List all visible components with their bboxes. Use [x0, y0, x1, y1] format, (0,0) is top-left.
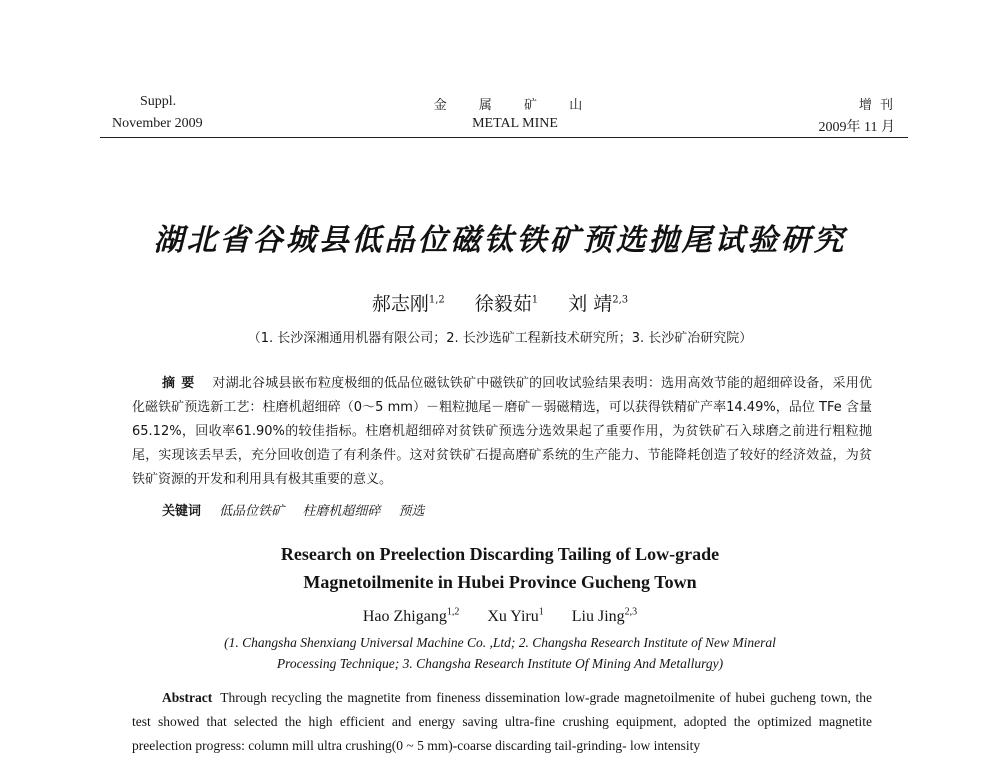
keyword-cn-3: 预选: [398, 504, 425, 519]
keyword-cn-2: 柱磨机超细碎: [302, 504, 381, 519]
header-journal-name-cn: 金 属 矿 山: [433, 98, 597, 113]
page-title-en: [0, 540, 1000, 596]
page-title-en-line2: Magnetoilmenite in Hubei Province Gucheng Town: [303, 572, 697, 592]
authors-en: [0, 608, 1000, 626]
keyword-cn-1: 低品位铁矿: [219, 504, 285, 519]
header-rule: [100, 137, 908, 138]
abstract-en: [132, 686, 872, 758]
author-cn-1: 郝志刚$^{1,2}$: [371, 293, 445, 315]
header-date-en: November 2009: [112, 116, 203, 131]
abstract-cn-label: 摘要: [162, 376, 201, 391]
author-en-1: Hao Zhigang$^{1,2}$: [362, 606, 460, 625]
affiliation-cn: （1. 长沙深湘通用机器有限公司；2. 长沙选矿工程新技术研究所；3. 长沙矿冶研究院）: [247, 331, 753, 346]
header-journal-name-en: METAL MINE: [472, 116, 558, 131]
header-suppl-cn: 增 刊: [858, 98, 895, 113]
author-en-3: Liu Jing$^{2,3}$: [571, 606, 638, 625]
abstract-en-label: Abstract: [162, 690, 213, 705]
author-cn-2: 徐毅茹$^1$: [474, 293, 539, 315]
header-date-cn: 2009年 11 月: [818, 120, 895, 135]
page-title-cn: 湖北省谷城县低品位磁钛铁矿预选抛尾试验研究: [153, 223, 847, 258]
authors-cn: [0, 289, 1000, 316]
abstract-cn: [132, 372, 872, 492]
affiliation-en-line2: Processing Technique; 3. Changsha Research Institute Of Mining And Metallurgy): [276, 656, 724, 671]
abstract-en-text: Through recycling the magnetite from fineness dissemination low-grade magnetoilmenite of hubei gucheng town, the test showed that selected the high efficient and energy saving ultra-fine crushing equipment, adopted the optimized magnetite preelection progress: column mill ultra crushing(0 ~ 5 mm)-coarse discarding tail-grinding- low intensity: [132, 690, 872, 753]
keywords-cn-label: 关键词: [162, 504, 202, 519]
abstract-cn-text: 对湖北谷城县嵌布粒度极细的低品位磁钛铁矿中磁铁矿的回收试验结果表明：选用高效节能的超细碎设备，采用优化磁铁矿预选新工艺：柱磨机超细碎（0～5 mm）－粗粒抛尾－磨矿－弱磁精选，可以获得铁精矿产率14.49%，品位 TFe 含量65.12%，回收率61.90%的较佳指标。柱磨机超细碎对贫铁矿预选分选效果起了重要作用，为贫铁矿石入球磨之前进行粗粒抛尾，实现该丢早丢，充分回收创造了有利条件。这对贫铁矿石提高磨矿系统的生产能力、节能降耗创造了较好的经济效益，为贫铁矿资源的开发和利用具有极其重要的意义。: [132, 376, 872, 487]
affiliation-en: [0, 632, 1000, 674]
author-cn-3: 刘 靖$^{2,3}$: [568, 293, 629, 315]
page-title-en-line1: Research on Preelection Discarding Tailing of Low-grade: [280, 544, 720, 564]
affiliation-en-line1: (1. Changsha Shenxiang Universal Machine Co. ,Ltd; 2. Changsha Research Institute of New Mineral: [224, 635, 776, 650]
header-journal-suppl: Suppl.: [140, 94, 177, 109]
author-en-2: Xu Yiru$^1$: [487, 606, 544, 625]
keywords-cn: [162, 500, 438, 519]
